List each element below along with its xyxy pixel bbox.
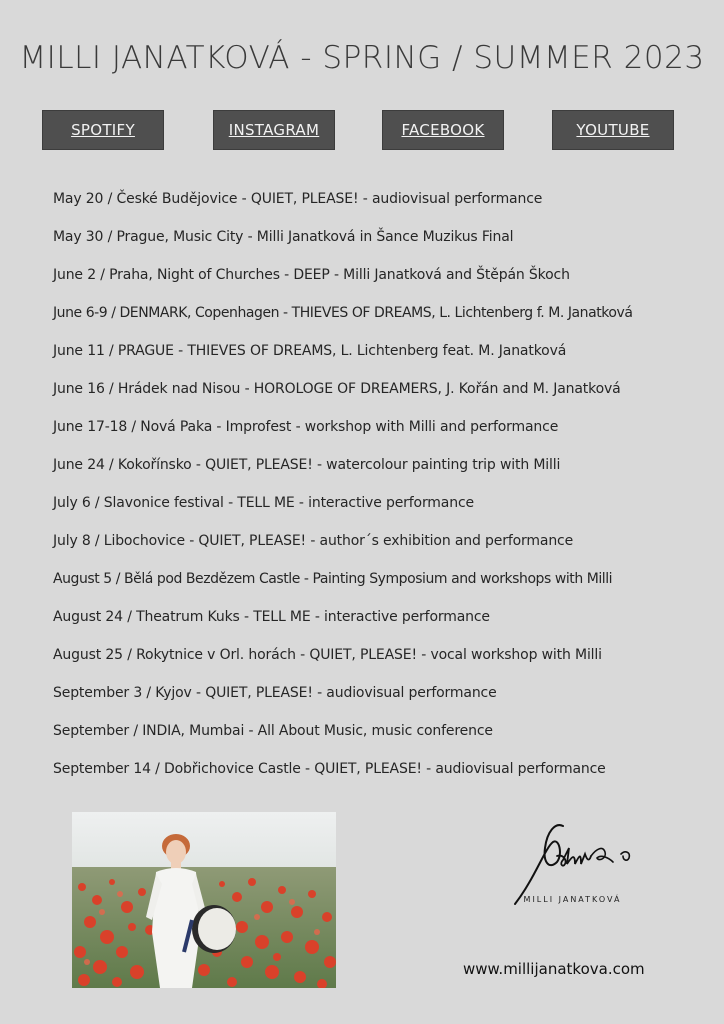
event-item: August 25 / Rokytnice v Orl. horách - QUIET, PLEASE! - vocal workshop with Milli [53,647,602,663]
event-item: June 11 / PRAGUE - THIEVES OF DREAMS, L. Lichtenberg feat. M. Janatková [53,343,567,359]
event-item: May 30 / Prague, Music City - Milli Janatková in Šance Muzikus Final [53,229,514,245]
event-item: June 6-9 / DENMARK, Copenhagen - THIEVES OF DREAMS, L. Lichtenberg f. M. Janatková [53,305,633,321]
event-item: June 24 / Kokořínsko - QUIET, PLEASE! - watercolour painting trip with Milli [53,457,561,473]
spotify-button[interactable]: SPOTIFY [42,110,164,150]
website-link[interactable]: www.millijanatkova.com [463,960,645,978]
artist-photo [72,812,336,988]
event-item: September 3 / Kyjov - QUIET, PLEASE! - audiovisual performance [53,685,497,701]
event-item: June 2 / Praha, Night of Churches - DEEP - Milli Janatková and Štěpán Škoch [53,267,570,283]
event-list [53,187,713,795]
instagram-button[interactable]: INSTAGRAM [213,110,335,150]
signature-name: MILLI JANATKOVÁ [523,895,622,904]
event-item: September / INDIA, Mumbai - All About Music, music conference [53,723,493,739]
facebook-button[interactable]: FACEBOOK [382,110,504,150]
event-item: June 16 / Hrádek nad Nisou - HOROLOGE OF DREAMERS, J. Kořán and M. Janatková [53,381,621,397]
page-title: MILLI JANATKOVÁ - SPRING / SUMMER 2023 [19,40,705,76]
event-item: August 5 / Bělá pod Bezdězem Castle - Painting Symposium and workshops with Milli [53,571,613,587]
event-item: August 24 / Theatrum Kuks - TELL ME - interactive performance [53,609,490,625]
event-item: June 17-18 / Nová Paka - Improfest - workshop with Milli and performance [53,419,559,435]
youtube-button[interactable]: YOUTUBE [552,110,674,150]
event-item: May 20 / České Budějovice - QUIET, PLEASE! - audiovisual performance [53,191,543,207]
event-item: September 14 / Dobřichovice Castle - QUIET, PLEASE! - audiovisual performance [53,761,606,777]
event-item: July 8 / Libochovice - QUIET, PLEASE! - author´s exhibition and performance [53,533,574,549]
event-item: July 6 / Slavonice festival - TELL ME - interactive performance [53,495,474,511]
